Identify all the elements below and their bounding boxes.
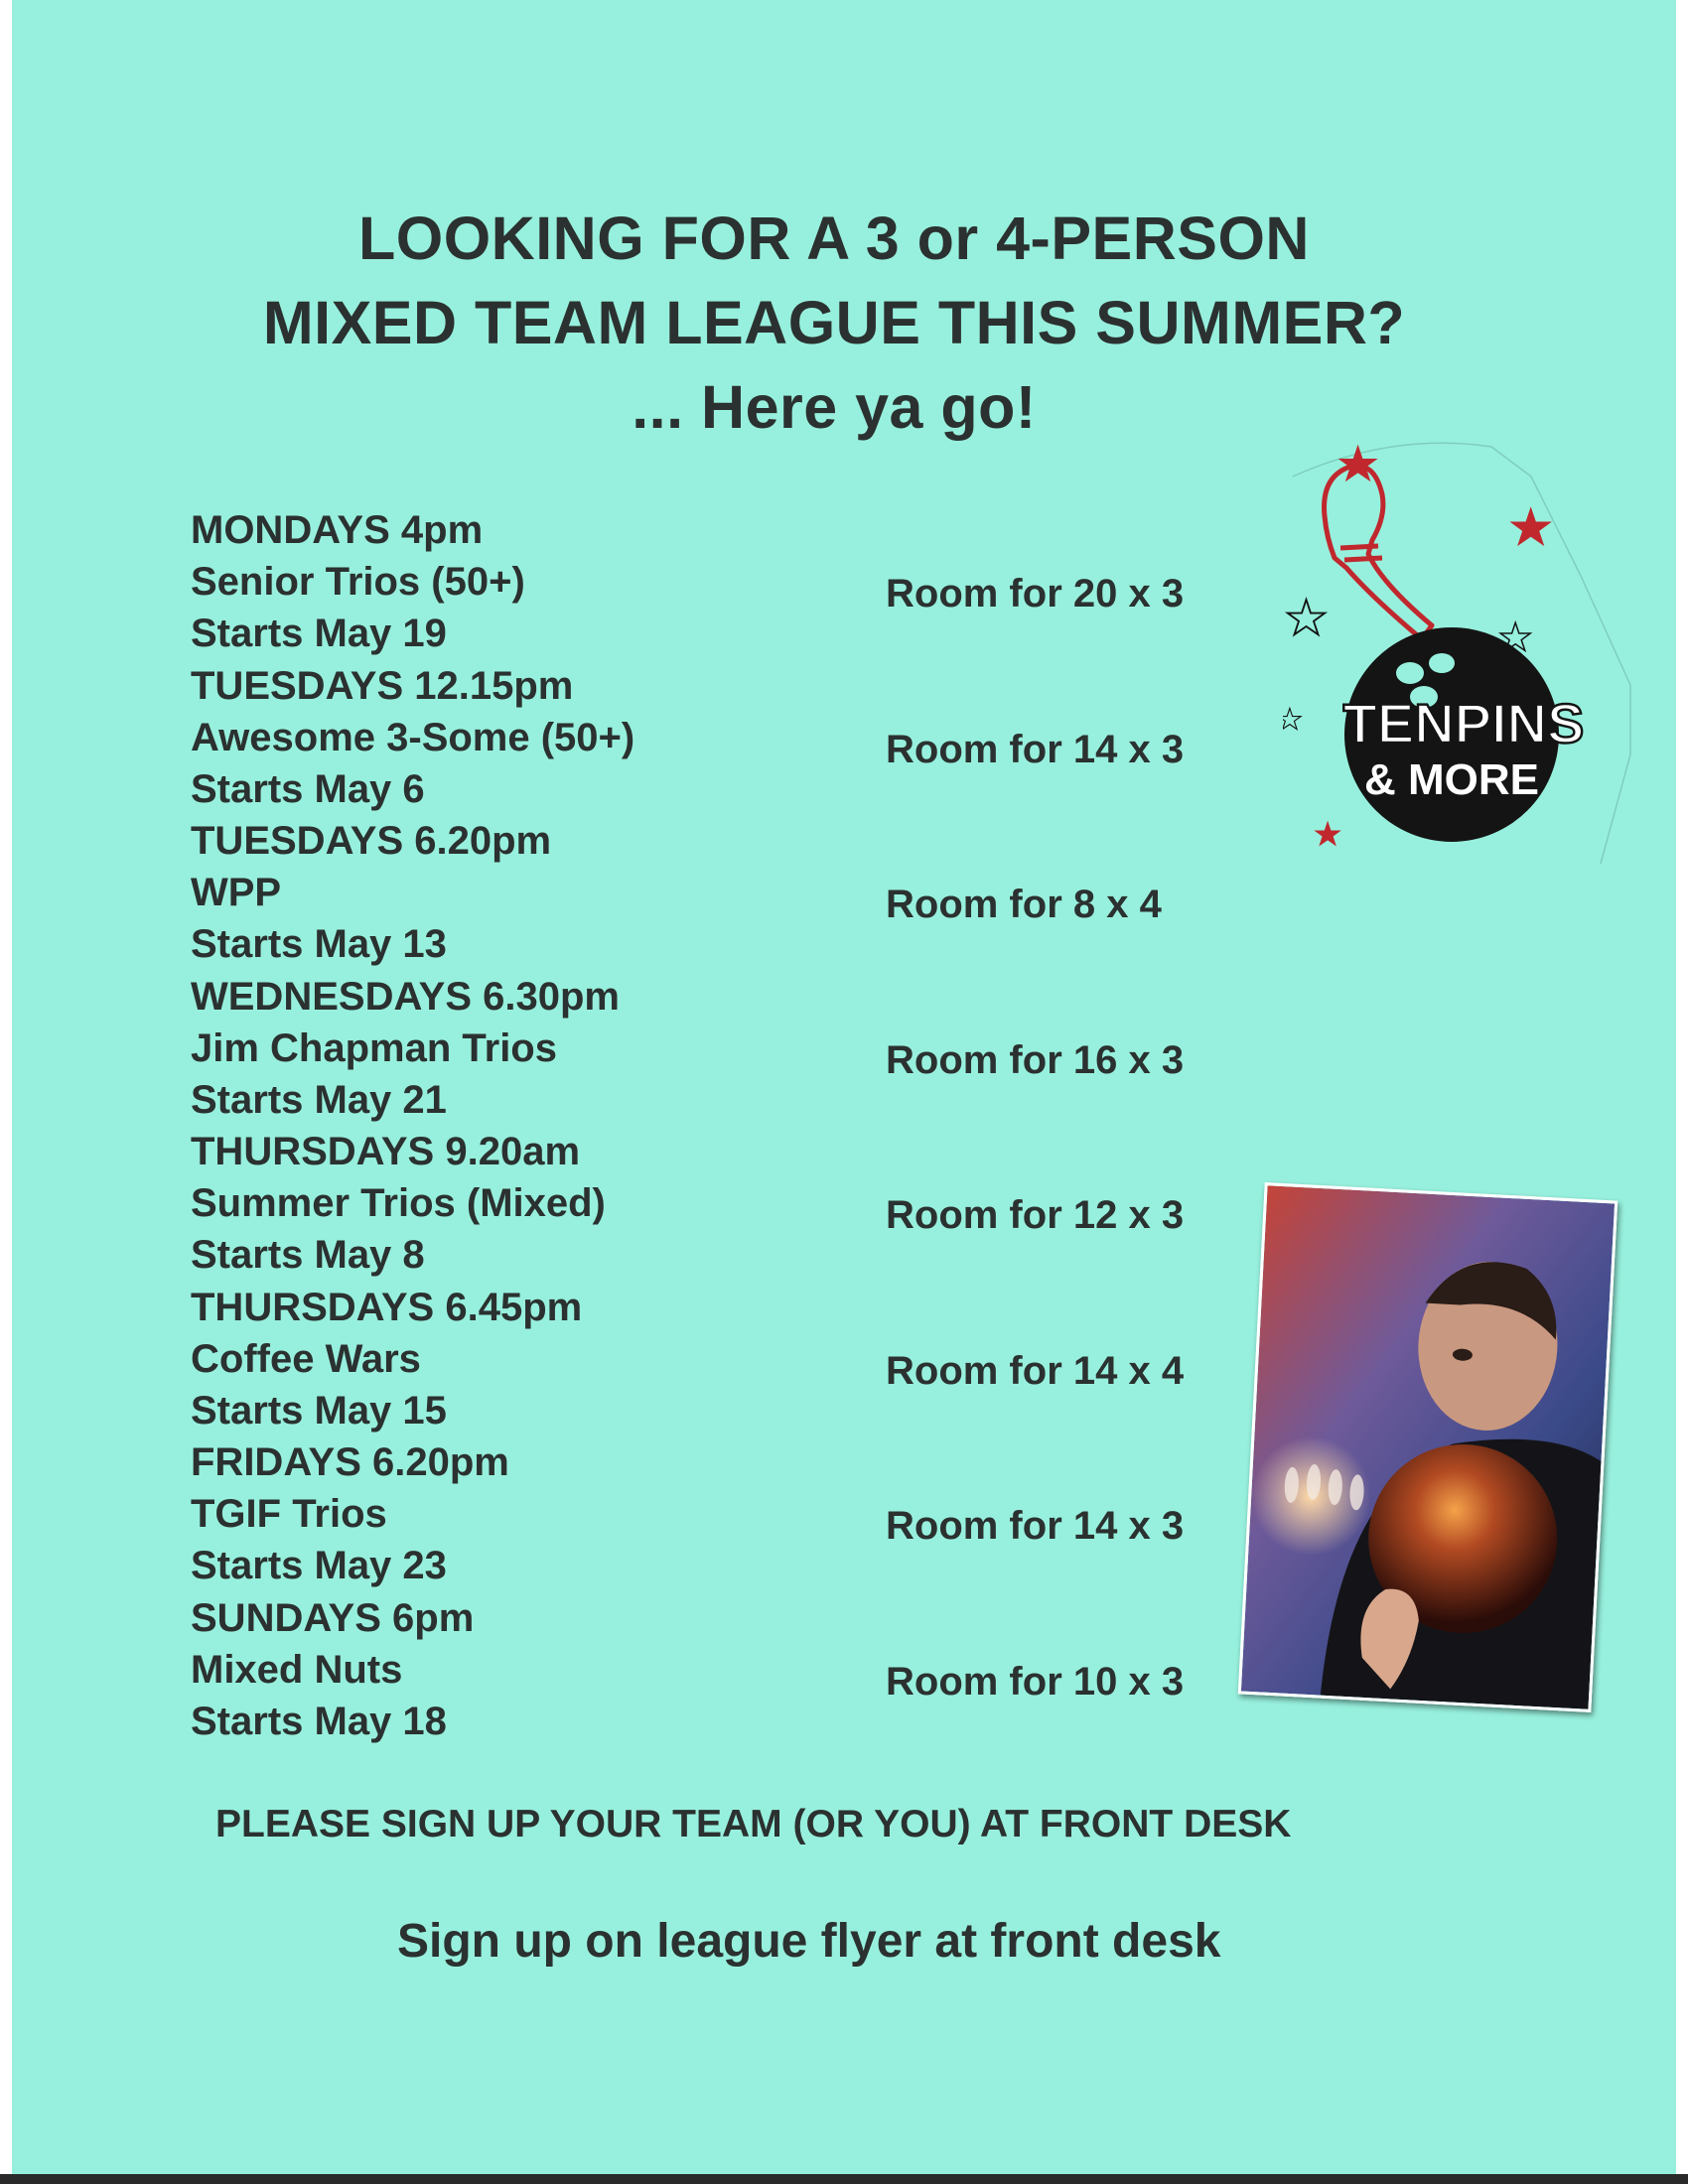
league-item — [191, 663, 1382, 822]
bowling-pin-icon — [1325, 466, 1432, 639]
league-list — [191, 510, 1382, 1753]
league-name: TGIF Trios — [191, 1492, 387, 1536]
league-item — [191, 510, 1382, 666]
league-day-time: TUESDAYS 6.20pm — [191, 819, 552, 863]
league-room-availability: Room for 14 x 4 — [886, 1348, 1185, 1393]
league-start-date: Starts May 15 — [191, 1388, 447, 1433]
league-day-time: THURSDAYS 9.20am — [191, 1130, 581, 1173]
league-name: Coffee Wars — [191, 1336, 421, 1381]
league-start-date: Starts May 19 — [191, 612, 447, 655]
league-room-availability: Room for 14 x 3 — [886, 1504, 1185, 1548]
logo-text-tenpins: TENPINS — [1342, 692, 1585, 754]
headline-line-2: MIXED TEAM LEAGUE THIS SUMMER? — [262, 289, 1406, 356]
headline-line-3: ... Here ya go! — [632, 373, 1037, 441]
league-item — [191, 1595, 1382, 1754]
league-start-date: Starts May 8 — [191, 1233, 425, 1277]
league-room-availability: Room for 8 x 4 — [886, 883, 1162, 926]
league-room-availability: Room for 10 x 3 — [886, 1659, 1185, 1704]
league-name: Awesome 3-Some (50+) — [191, 715, 635, 759]
league-day-time: THURSDAYS 6.45pm — [191, 1285, 583, 1329]
league-room-availability: Room for 12 x 3 — [886, 1193, 1185, 1237]
league-name: Senior Trios (50+) — [191, 560, 525, 604]
league-name: Summer Trios (Mixed) — [191, 1181, 606, 1225]
signup-instruction-flyer: Sign up on league flyer at front desk — [397, 1915, 1221, 1968]
league-name: Jim Chapman Trios — [191, 1025, 557, 1070]
league-start-date: Starts May 6 — [191, 766, 425, 811]
bowler-photo-icon — [1241, 1185, 1615, 1709]
bowler-photo — [1238, 1182, 1618, 1712]
league-name: WPP — [191, 871, 282, 914]
league-day-time: TUESDAYS 12.15pm — [191, 663, 574, 708]
headline-line-1: LOOKING FOR A 3 or 4-PERSON — [358, 205, 1310, 272]
league-item — [191, 974, 1382, 1133]
league-start-date: Starts May 13 — [191, 922, 447, 966]
league-start-date: Starts May 23 — [191, 1544, 447, 1587]
league-day-time: MONDAYS 4pm — [191, 508, 484, 552]
page-bottom-edge — [0, 2174, 1688, 2184]
tenpins-logo-icon — [1283, 437, 1640, 874]
logo-text-more: & MORE — [1364, 755, 1539, 804]
league-room-availability: Room for 20 x 3 — [886, 572, 1185, 615]
league-item — [191, 1132, 1382, 1288]
league-room-availability: Room for 14 x 3 — [886, 727, 1185, 771]
league-day-time: WEDNESDAYS 6.30pm — [191, 974, 620, 1019]
league-room-availability: Room for 16 x 3 — [886, 1037, 1185, 1082]
league-item — [191, 1285, 1382, 1443]
league-item — [191, 1442, 1382, 1598]
flyer-page — [12, 0, 1676, 2174]
league-name: Mixed Nuts — [191, 1647, 403, 1692]
league-start-date: Starts May 21 — [191, 1077, 447, 1122]
signup-instruction-team: PLEASE SIGN UP YOUR TEAM (OR YOU) AT FRONT DESK — [215, 1803, 1292, 1845]
league-day-time: SUNDAYS 6pm — [191, 1595, 475, 1640]
league-item — [191, 821, 1382, 977]
league-day-time: FRIDAYS 6.20pm — [191, 1440, 509, 1484]
league-start-date: Starts May 18 — [191, 1699, 447, 1743]
